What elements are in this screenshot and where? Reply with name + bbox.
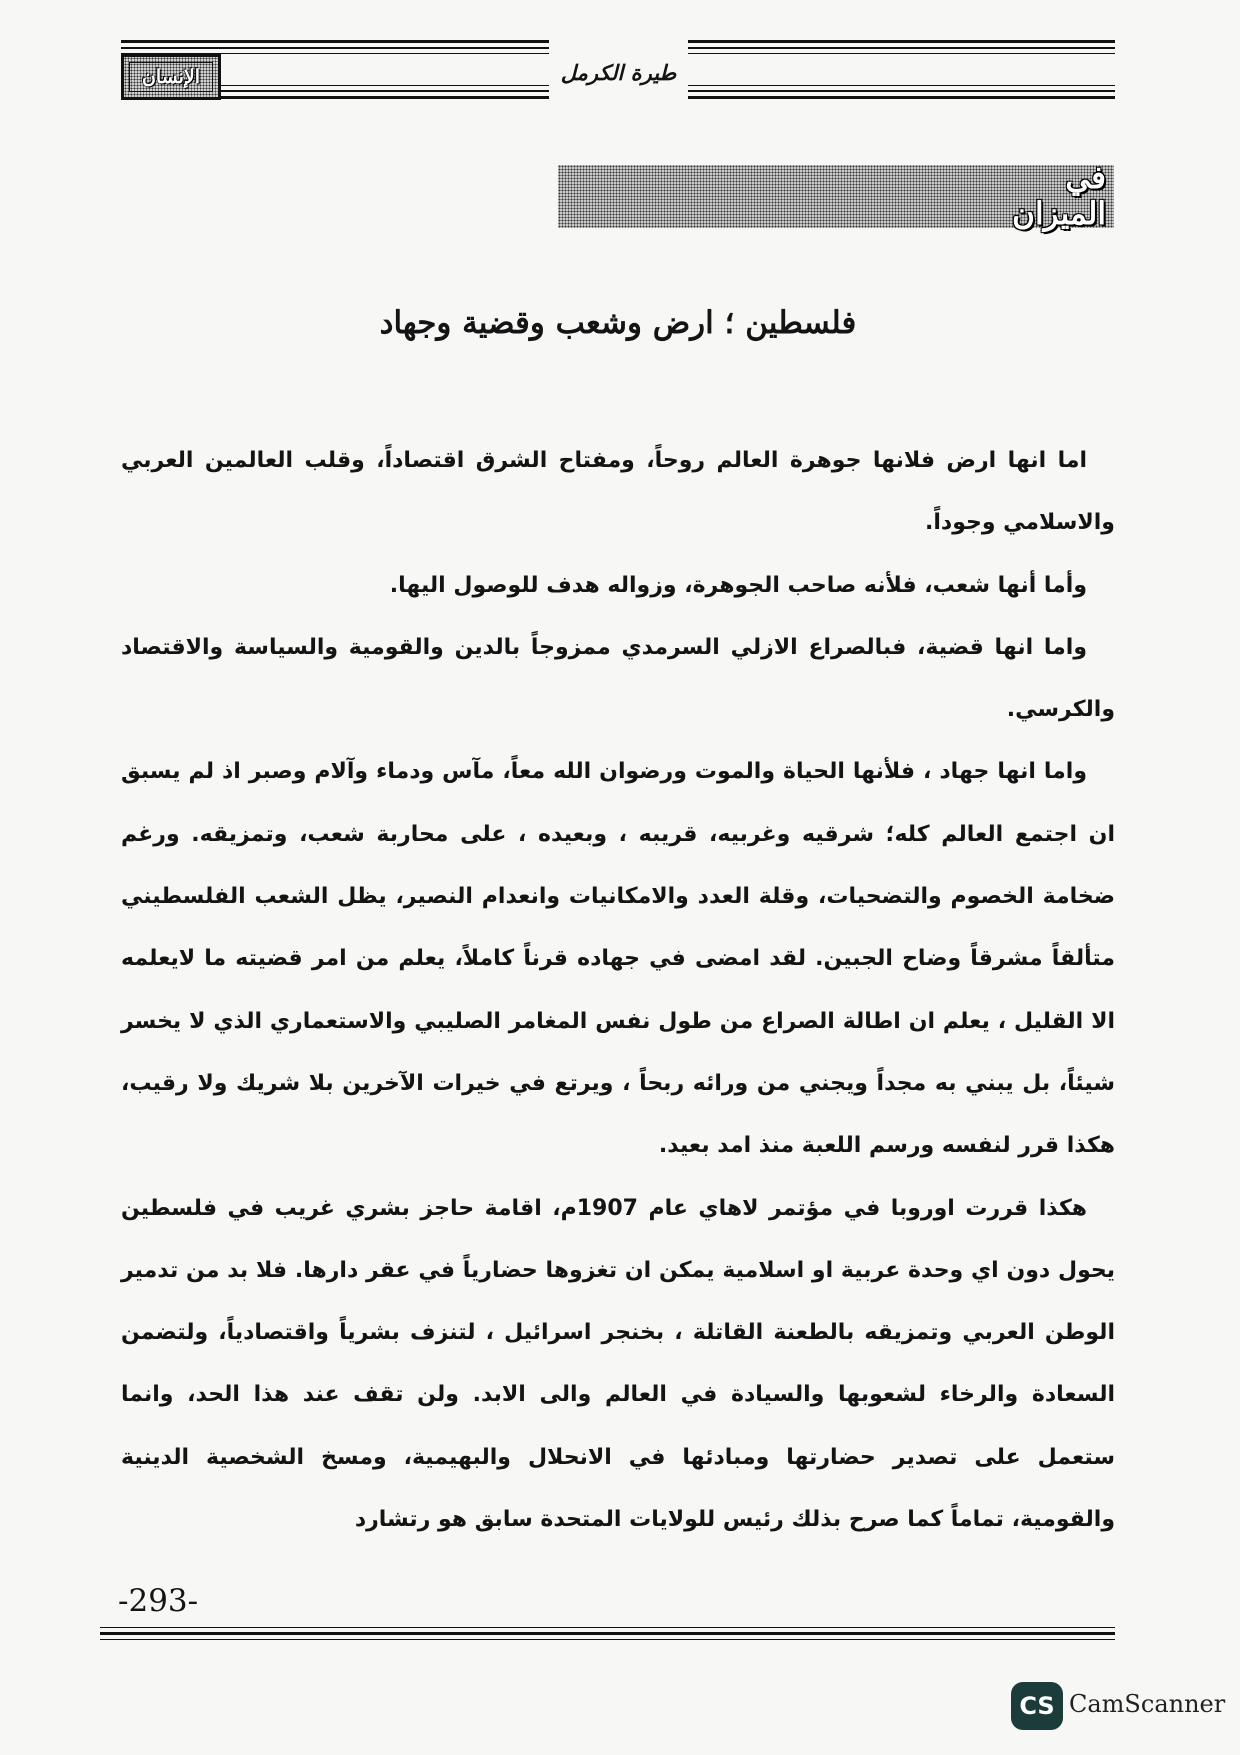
footer-rule [100, 1627, 1115, 1643]
header-rule-right [688, 40, 1115, 100]
header-section-tag-box [121, 54, 221, 100]
paragraph: اما انها ارض فلانها جوهرة العالم روحاً، ومفتاح الشرق اقتصاداً، وقلب العالمين العربي والاسلامي وجوداً. [121, 448, 1115, 536]
page-number: -293- [118, 1583, 199, 1619]
camscanner-watermark-text: CamScanner [1069, 1690, 1226, 1718]
section-label: في الميزان [1012, 160, 1106, 232]
paragraph: هكذا قررت اوروبا في مؤتمر لاهاي عام 1907م، اقامة حاجز بشري غريب في فلسطين يحول دون اي وحدة عربية او اسلامية يمكن ان تغزوها حضارياً في عقر دارها. فلا بد من تدمير الوطن العربي وتمزيقه بالطعنة القاتلة ، بخنجر اسرائيل ، لتنزف بشرياً واقتصادياً، ولتضمن السعادة والرخاء لشعوبها والسيادة في العالم والى الابد. ولن تقف عند هذا الحد، وانما ستعمل على تصدير حضارتها ومبادئها في الانحلال والبهيمية، ومسخ الشخصية الدينية والقومية، تماماً كما صرح بذلك رئيس للولايات المتحدة سابق هو رتشارد [121, 1195, 1115, 1533]
paragraph: واما انها جهاد ، فلأنها الحياة والموت ورضوان الله معاً، مآس ودماء وآلام وصبر اذ لم يسبق ان اجتمع العالم كله؛ شرقيه وغربيه، قريبه ، وبعيده ، على محاربة شعب، وتمزيقه. ورغم ضخامة الخصوم والتضحيات، وقلة العدد والامكانيات وانعدام النصير، يظل الشعب الفلسطيني متألقاً مشرقاً وضاح الجبين. لقد امضى في جهاده قرناً كاملاً، يعلم من امر قضيته ما لايعلمه الا القليل ، يعلم ان اطالة الصراع من طول نفس المغامر الصليبي والاستعماري الذي لا يخسر شيئاً، بل يبني به مجداً ويجني من ورائه ربحاً ، ويرتع في خيرات الآخرين بلا شريك ولا رقيب، هكذا قرر لنفسه ورسم اللعبة منذ امد بعيد. [121, 759, 1115, 1159]
section-banner [558, 160, 1114, 232]
article-body [121, 430, 1115, 1535]
camscanner-logo-icon: CS [1011, 1682, 1063, 1730]
paragraph: واما انها قضية، فبالصراع الازلي السرمدي ممزوجاً بالدين والقومية والسياسة والاقتصاد والكرسي. [121, 634, 1115, 723]
paragraph: وأما أنها شعب، فلأنه صاحب الجوهرة، وزواله هدف للوصول اليها. [389, 572, 1087, 598]
header-section-tag: الإنسان [129, 62, 213, 92]
journal-title: طيرة الكرمل [560, 60, 677, 85]
article-title: فلسطين ؛ ارض وشعب وقضية وجهاد [379, 305, 857, 341]
